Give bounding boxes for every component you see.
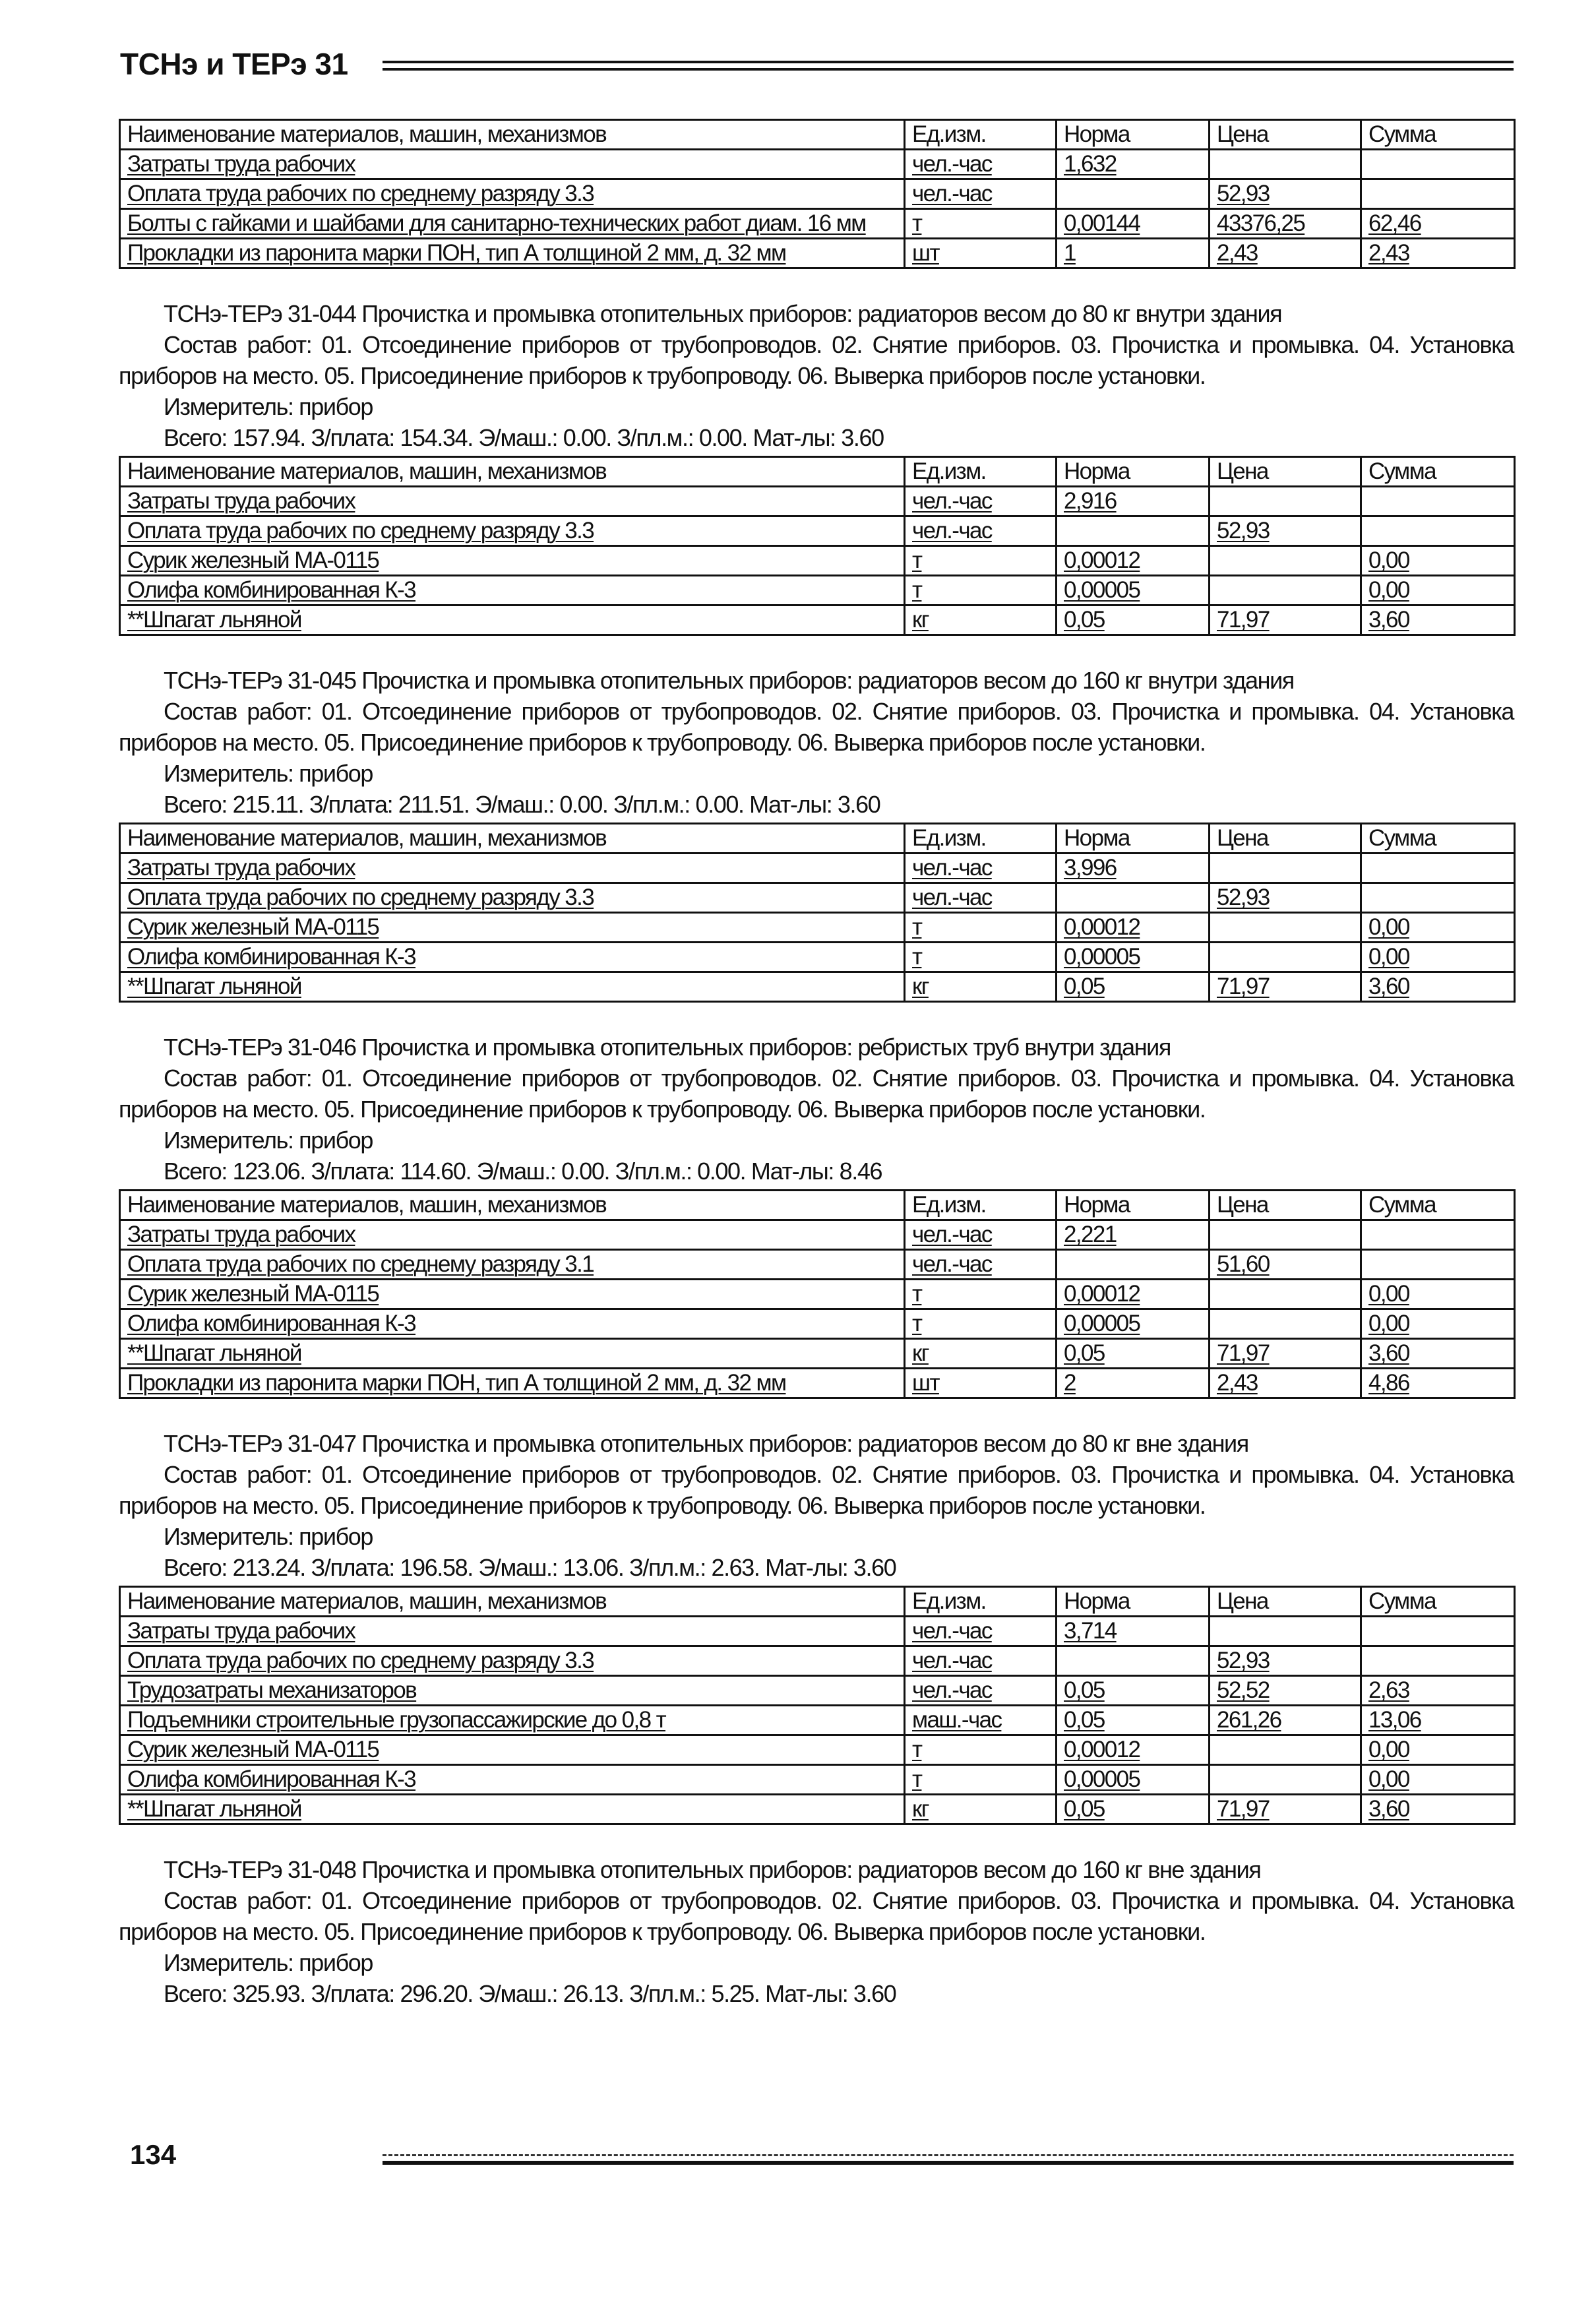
table-row bbox=[120, 854, 1515, 883]
header-sum: Сумма bbox=[1361, 120, 1515, 150]
unit-of-measure: Измеритель: прибор bbox=[164, 760, 373, 787]
cell-norm: 0,00005 bbox=[1057, 1765, 1210, 1795]
header-name: Наименование материалов, машин, механизмов bbox=[120, 120, 905, 150]
cell-unit: чел.-час bbox=[905, 150, 1057, 179]
header-name: Наименование материалов, машин, механизмов bbox=[120, 1191, 905, 1220]
cell-unit: т bbox=[905, 943, 1057, 972]
header-name: Наименование материалов, машин, механизмов bbox=[120, 1587, 905, 1617]
cell-norm bbox=[1057, 883, 1210, 913]
header-unit: Ед.изм. bbox=[905, 824, 1057, 854]
page-number: 134 bbox=[130, 2139, 177, 2170]
cell-unit: шт bbox=[905, 239, 1057, 268]
cell-norm: 0,05 bbox=[1057, 1339, 1210, 1369]
table-row bbox=[120, 516, 1515, 546]
cell-sum: 3,60 bbox=[1361, 606, 1515, 635]
cell-name: Сурик железный МА-0115 bbox=[120, 1280, 905, 1309]
table-row bbox=[120, 150, 1515, 179]
cell-unit: т bbox=[905, 209, 1057, 239]
cell-name: Сурик железный МА-0115 bbox=[120, 913, 905, 943]
cell-unit: т bbox=[905, 1280, 1057, 1309]
resource-table bbox=[119, 823, 1516, 1003]
cell-name: **Шпагат льняной bbox=[120, 1795, 905, 1824]
cell-price bbox=[1210, 1280, 1361, 1309]
cell-sum bbox=[1361, 1220, 1515, 1250]
cell-unit: чел.-час bbox=[905, 516, 1057, 546]
cell-sum: 0,00 bbox=[1361, 546, 1515, 576]
cell-price: 71,97 bbox=[1210, 972, 1361, 1002]
cost-totals: Всего: 123.06. З/плата: 114.60. Э/маш.: 0.00. З/пл.м.: 0.00. Мат-лы: 8.46 bbox=[164, 1158, 882, 1185]
table-row bbox=[120, 487, 1515, 516]
header-price: Цена bbox=[1210, 1587, 1361, 1617]
table-row bbox=[120, 1339, 1515, 1369]
cell-unit: т bbox=[905, 1735, 1057, 1765]
table-row bbox=[120, 1369, 1515, 1398]
unit-of-measure: Измеритель: прибор bbox=[164, 1127, 373, 1154]
cell-price bbox=[1210, 854, 1361, 883]
cell-name: Сурик железный МА-0115 bbox=[120, 1735, 905, 1765]
cost-totals: Всего: 213.24. З/плата: 196.58. Э/маш.: 13.06. З/пл.м.: 2.63. Мат-лы: 3.60 bbox=[164, 1554, 896, 1581]
cell-norm: 0,00005 bbox=[1057, 1309, 1210, 1339]
table-header-row bbox=[120, 120, 1515, 150]
cell-name: Оплата труда рабочих по среднему разряду 3.3 bbox=[120, 179, 905, 209]
cell-sum: 0,00 bbox=[1361, 1765, 1515, 1795]
resource-table bbox=[119, 1189, 1516, 1399]
table-row bbox=[120, 209, 1515, 239]
header-price: Цена bbox=[1210, 1191, 1361, 1220]
cell-sum bbox=[1361, 1250, 1515, 1280]
cell-price: 43376,25 bbox=[1210, 209, 1361, 239]
cell-price bbox=[1210, 1765, 1361, 1795]
work-composition: Состав работ: 01. Отсоединение приборов от трубопроводов. 02. Снятие приборов. 03. Прочистка и промывка. 04. Установка приборов на место. 05. Присоединение приборов к трубопроводу. 06. Выверка приборов после установки. bbox=[119, 1065, 1514, 1123]
resource-table bbox=[119, 119, 1516, 269]
page-content bbox=[119, 119, 1514, 2009]
header-norm: Норма bbox=[1057, 1587, 1210, 1617]
cell-unit: кг bbox=[905, 1795, 1057, 1824]
cell-norm: 0,00012 bbox=[1057, 913, 1210, 943]
cell-price bbox=[1210, 1220, 1361, 1250]
cell-name: Прокладки из паронита марки ПОН, тип А толщиной 2 мм, д. 32 мм bbox=[120, 239, 905, 268]
cell-sum: 4,86 bbox=[1361, 1369, 1515, 1398]
cell-unit: т bbox=[905, 913, 1057, 943]
cell-name: Затраты труда рабочих bbox=[120, 1220, 905, 1250]
header-norm: Норма bbox=[1057, 120, 1210, 150]
cell-price bbox=[1210, 1735, 1361, 1765]
section-title: ТСНэ-ТЕРэ 31-046 Прочистка и промывка отопительных приборов: ребристых труб внутри здания bbox=[164, 1034, 1171, 1061]
cell-name: Затраты труда рабочих bbox=[120, 150, 905, 179]
cell-price bbox=[1210, 1617, 1361, 1646]
resource-table bbox=[119, 1586, 1516, 1825]
cell-price: 51,60 bbox=[1210, 1250, 1361, 1280]
header-unit: Ед.изм. bbox=[905, 1587, 1057, 1617]
header-price: Цена bbox=[1210, 824, 1361, 854]
cell-name: Затраты труда рабочих bbox=[120, 854, 905, 883]
table-row bbox=[120, 1220, 1515, 1250]
cost-totals: Всего: 157.94. З/плата: 154.34. Э/маш.: 0.00. З/пл.м.: 0.00. Мат-лы: 3.60 bbox=[164, 424, 884, 451]
cell-sum: 0,00 bbox=[1361, 913, 1515, 943]
cell-norm: 0,05 bbox=[1057, 1795, 1210, 1824]
header-sum: Сумма bbox=[1361, 457, 1515, 487]
cell-sum bbox=[1361, 516, 1515, 546]
header-unit: Ед.изм. bbox=[905, 457, 1057, 487]
cell-name: Олифа комбинированная К-3 bbox=[120, 576, 905, 606]
cell-price: 71,97 bbox=[1210, 1339, 1361, 1369]
table-row bbox=[120, 239, 1515, 268]
estimate-section bbox=[119, 1428, 1514, 1583]
cell-price bbox=[1210, 1309, 1361, 1339]
table-row bbox=[120, 606, 1515, 635]
table-row bbox=[120, 1617, 1515, 1646]
cell-sum: 13,06 bbox=[1361, 1706, 1515, 1735]
cell-name: Олифа комбинированная К-3 bbox=[120, 1309, 905, 1339]
cell-sum bbox=[1361, 883, 1515, 913]
table-row bbox=[120, 576, 1515, 606]
cell-price: 52,93 bbox=[1210, 179, 1361, 209]
cell-sum: 2,43 bbox=[1361, 239, 1515, 268]
cell-norm: 1 bbox=[1057, 239, 1210, 268]
cell-name: Оплата труда рабочих по среднему разряду 3.1 bbox=[120, 1250, 905, 1280]
cell-norm bbox=[1057, 516, 1210, 546]
section-title: ТСНэ-ТЕРэ 31-044 Прочистка и промывка отопительных приборов: радиаторов весом до 80 кг внутри здания bbox=[164, 300, 1282, 327]
cell-name: Сурик железный МА-0115 bbox=[120, 546, 905, 576]
cell-unit: кг bbox=[905, 1339, 1057, 1369]
table-row bbox=[120, 1735, 1515, 1765]
header-sum: Сумма bbox=[1361, 824, 1515, 854]
cell-name: Оплата труда рабочих по среднему разряду 3.3 bbox=[120, 883, 905, 913]
table-header-row bbox=[120, 1587, 1515, 1617]
cost-totals: Всего: 325.93. З/плата: 296.20. Э/маш.: 26.13. З/пл.м.: 5.25. Мат-лы: 3.60 bbox=[164, 1980, 896, 2007]
estimate-section bbox=[119, 665, 1514, 820]
cell-unit: чел.-час bbox=[905, 1617, 1057, 1646]
cell-price: 2,43 bbox=[1210, 239, 1361, 268]
cell-sum: 0,00 bbox=[1361, 943, 1515, 972]
cell-sum: 3,60 bbox=[1361, 972, 1515, 1002]
footer-rule bbox=[383, 2154, 1514, 2162]
cell-norm: 2,221 bbox=[1057, 1220, 1210, 1250]
header-sum: Сумма bbox=[1361, 1587, 1515, 1617]
header-unit: Ед.изм. bbox=[905, 120, 1057, 150]
cell-unit: кг bbox=[905, 606, 1057, 635]
table-header-row bbox=[120, 1191, 1515, 1220]
table-row bbox=[120, 1706, 1515, 1735]
cell-unit: чел.-час bbox=[905, 1676, 1057, 1706]
header-name: Наименование материалов, машин, механизмов bbox=[120, 457, 905, 487]
cell-norm: 0,00012 bbox=[1057, 546, 1210, 576]
cell-norm: 0,05 bbox=[1057, 972, 1210, 1002]
cell-sum: 0,00 bbox=[1361, 576, 1515, 606]
estimate-section bbox=[119, 298, 1514, 453]
cell-price: 261,26 bbox=[1210, 1706, 1361, 1735]
work-composition: Состав работ: 01. Отсоединение приборов от трубопроводов. 02. Снятие приборов. 03. Прочистка и промывка. 04. Установка приборов на место. 05. Присоединение приборов к трубопроводу. 06. Выверка приборов после установки. bbox=[119, 1887, 1514, 1945]
cell-sum bbox=[1361, 854, 1515, 883]
cell-norm: 3,996 bbox=[1057, 854, 1210, 883]
cell-name: Трудозатраты механизаторов bbox=[120, 1676, 905, 1706]
header-sum: Сумма bbox=[1361, 1191, 1515, 1220]
table-row bbox=[120, 1646, 1515, 1676]
cell-name: **Шпагат льняной bbox=[120, 1339, 905, 1369]
header-rule bbox=[383, 61, 1514, 70]
estimate-section bbox=[119, 1032, 1514, 1187]
cell-unit: чел.-час bbox=[905, 854, 1057, 883]
cell-norm: 1,632 bbox=[1057, 150, 1210, 179]
cell-price bbox=[1210, 487, 1361, 516]
cell-sum bbox=[1361, 1646, 1515, 1676]
table-row bbox=[120, 913, 1515, 943]
cell-price bbox=[1210, 150, 1361, 179]
cell-name: Оплата труда рабочих по среднему разряду 3.3 bbox=[120, 1646, 905, 1676]
table-row bbox=[120, 972, 1515, 1002]
section-title: ТСНэ-ТЕРэ 31-048 Прочистка и промывка отопительных приборов: радиаторов весом до 160 кг вне здания bbox=[164, 1856, 1261, 1883]
cell-unit: чел.-час bbox=[905, 1220, 1057, 1250]
cell-unit: чел.-час bbox=[905, 487, 1057, 516]
running-title: ТСНэ и ТЕРэ 31 bbox=[120, 47, 348, 81]
cell-norm: 0,00005 bbox=[1057, 576, 1210, 606]
cell-unit: маш.-час bbox=[905, 1706, 1057, 1735]
estimate-section bbox=[119, 1854, 1514, 2009]
cell-unit: т bbox=[905, 576, 1057, 606]
cell-price: 71,97 bbox=[1210, 1795, 1361, 1824]
cell-name: Затраты труда рабочих bbox=[120, 487, 905, 516]
table-row bbox=[120, 1676, 1515, 1706]
unit-of-measure: Измеритель: прибор bbox=[164, 393, 373, 420]
cell-unit: т bbox=[905, 1309, 1057, 1339]
cell-norm bbox=[1057, 179, 1210, 209]
cell-name: Затраты труда рабочих bbox=[120, 1617, 905, 1646]
table-row bbox=[120, 883, 1515, 913]
cell-sum: 3,60 bbox=[1361, 1795, 1515, 1824]
header-name: Наименование материалов, машин, механизмов bbox=[120, 824, 905, 854]
cell-unit: шт bbox=[905, 1369, 1057, 1398]
cost-totals: Всего: 215.11. З/плата: 211.51. Э/маш.: 0.00. З/пл.м.: 0.00. Мат-лы: 3.60 bbox=[164, 791, 880, 818]
cell-price bbox=[1210, 913, 1361, 943]
cell-norm: 0,05 bbox=[1057, 606, 1210, 635]
cell-unit: т bbox=[905, 546, 1057, 576]
cell-norm: 2 bbox=[1057, 1369, 1210, 1398]
cell-norm bbox=[1057, 1646, 1210, 1676]
table-row bbox=[120, 1765, 1515, 1795]
header-norm: Норма bbox=[1057, 1191, 1210, 1220]
cell-unit: чел.-час bbox=[905, 179, 1057, 209]
cell-price bbox=[1210, 546, 1361, 576]
cell-price bbox=[1210, 576, 1361, 606]
cell-norm: 3,714 bbox=[1057, 1617, 1210, 1646]
cell-norm: 0,05 bbox=[1057, 1676, 1210, 1706]
cell-price: 52,93 bbox=[1210, 883, 1361, 913]
header-price: Цена bbox=[1210, 120, 1361, 150]
header-norm: Норма bbox=[1057, 457, 1210, 487]
cell-sum: 0,00 bbox=[1361, 1309, 1515, 1339]
work-composition: Состав работ: 01. Отсоединение приборов от трубопроводов. 02. Снятие приборов. 03. Прочистка и промывка. 04. Установка приборов на место. 05. Присоединение приборов к трубопроводу. 06. Выверка приборов после установки. bbox=[119, 1461, 1514, 1519]
unit-of-measure: Измеритель: прибор bbox=[164, 1949, 373, 1976]
cell-name: Оплата труда рабочих по среднему разряду 3.3 bbox=[120, 516, 905, 546]
table-row bbox=[120, 1795, 1515, 1824]
cell-name: Подъемники строительные грузопассажирские до 0,8 т bbox=[120, 1706, 905, 1735]
cell-price: 52,93 bbox=[1210, 1646, 1361, 1676]
cell-sum bbox=[1361, 487, 1515, 516]
cell-name: **Шпагат льняной bbox=[120, 972, 905, 1002]
table-header-row bbox=[120, 457, 1515, 487]
cell-name: Олифа комбинированная К-3 bbox=[120, 943, 905, 972]
header-price: Цена bbox=[1210, 457, 1361, 487]
header-norm: Норма bbox=[1057, 824, 1210, 854]
cell-unit: т bbox=[905, 1765, 1057, 1795]
cell-norm: 0,00012 bbox=[1057, 1735, 1210, 1765]
table-row bbox=[120, 546, 1515, 576]
cell-sum: 62,46 bbox=[1361, 209, 1515, 239]
table-row bbox=[120, 1250, 1515, 1280]
work-composition: Состав работ: 01. Отсоединение приборов от трубопроводов. 02. Снятие приборов. 03. Прочистка и промывка. 04. Установка приборов на место. 05. Присоединение приборов к трубопроводу. 06. Выверка приборов после установки. bbox=[119, 698, 1514, 756]
cell-name: Болты с гайками и шайбами для санитарно-технических работ диам. 16 мм bbox=[120, 209, 905, 239]
cell-norm: 0,05 bbox=[1057, 1706, 1210, 1735]
cell-norm: 0,00144 bbox=[1057, 209, 1210, 239]
cell-price: 52,52 bbox=[1210, 1676, 1361, 1706]
cell-unit: чел.-час bbox=[905, 1646, 1057, 1676]
table-header-row bbox=[120, 824, 1515, 854]
cell-sum bbox=[1361, 179, 1515, 209]
cell-price bbox=[1210, 943, 1361, 972]
cell-price: 52,93 bbox=[1210, 516, 1361, 546]
cell-sum bbox=[1361, 1617, 1515, 1646]
resource-table bbox=[119, 456, 1516, 636]
cell-name: **Шпагат льняной bbox=[120, 606, 905, 635]
cell-price: 2,43 bbox=[1210, 1369, 1361, 1398]
cell-sum: 2,63 bbox=[1361, 1676, 1515, 1706]
section-title: ТСНэ-ТЕРэ 31-045 Прочистка и промывка отопительных приборов: радиаторов весом до 160 кг внутри здания bbox=[164, 667, 1294, 694]
cell-unit: кг bbox=[905, 972, 1057, 1002]
cell-unit: чел.-час bbox=[905, 1250, 1057, 1280]
cell-norm: 0,00012 bbox=[1057, 1280, 1210, 1309]
table-row bbox=[120, 179, 1515, 209]
cell-price: 71,97 bbox=[1210, 606, 1361, 635]
section-title: ТСНэ-ТЕРэ 31-047 Прочистка и промывка отопительных приборов: радиаторов весом до 80 кг вне здания bbox=[164, 1430, 1248, 1457]
header-unit: Ед.изм. bbox=[905, 1191, 1057, 1220]
cell-name: Прокладки из паронита марки ПОН, тип А толщиной 2 мм, д. 32 мм bbox=[120, 1369, 905, 1398]
table-row bbox=[120, 1309, 1515, 1339]
cell-sum: 3,60 bbox=[1361, 1339, 1515, 1369]
cell-norm bbox=[1057, 1250, 1210, 1280]
unit-of-measure: Измеритель: прибор bbox=[164, 1523, 373, 1550]
cell-unit: чел.-час bbox=[905, 883, 1057, 913]
cell-norm: 2,916 bbox=[1057, 487, 1210, 516]
work-composition: Состав работ: 01. Отсоединение приборов от трубопроводов. 02. Снятие приборов. 03. Прочистка и промывка. 04. Установка приборов на место. 05. Присоединение приборов к трубопроводу. 06. Выверка приборов после установки. bbox=[119, 331, 1514, 389]
cell-norm: 0,00005 bbox=[1057, 943, 1210, 972]
cell-sum: 0,00 bbox=[1361, 1280, 1515, 1309]
cell-sum bbox=[1361, 150, 1515, 179]
table-row bbox=[120, 943, 1515, 972]
table-row bbox=[120, 1280, 1515, 1309]
cell-name: Олифа комбинированная К-3 bbox=[120, 1765, 905, 1795]
cell-sum: 0,00 bbox=[1361, 1735, 1515, 1765]
